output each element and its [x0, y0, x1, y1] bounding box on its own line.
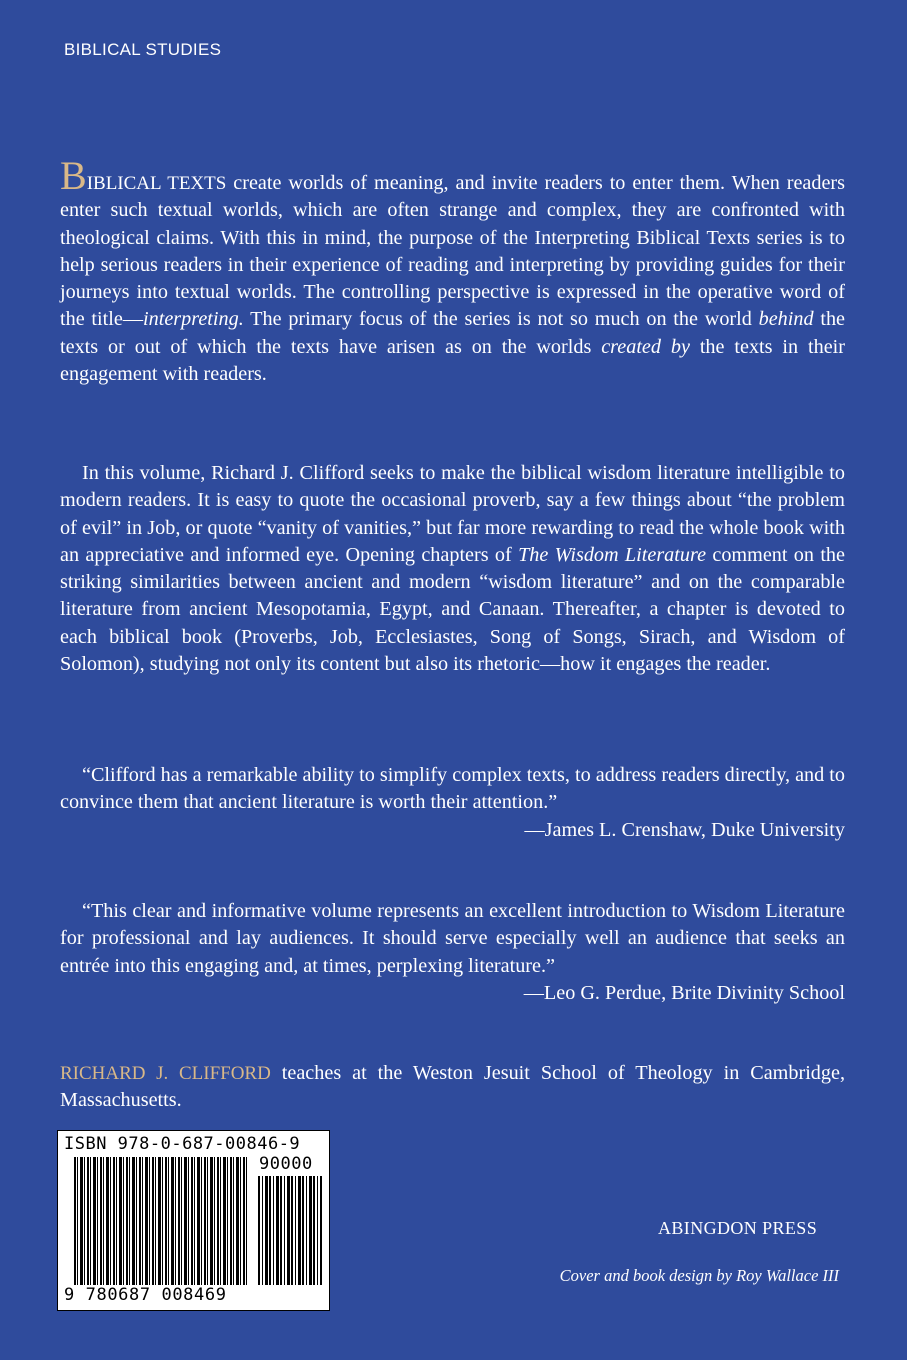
intro-em-1: interpreting. [143, 308, 244, 331]
quote-attribution: —James L. Crenshaw, Duke University [524, 818, 845, 841]
dropcap: B [60, 153, 87, 198]
ean-digits: 9 780687 008469 [64, 1285, 227, 1305]
endorsement-2 [60, 898, 845, 1007]
desc-text-1: In this volume, Richard J. Clifford seeks to make the biblical wisdom literature intelligible to modern readers. It is easy to quote the occasional proverb, say a few things about “the problem of evil” in Job, or quote “vanity of vanities,” but far more rewarding to read the whole book with an appreciative and informed eye. Opening chapters of [60, 462, 845, 566]
barcode-bars-icon [74, 1157, 248, 1285]
series-intro [60, 153, 845, 388]
book-description [60, 460, 845, 678]
author-bio [60, 1060, 845, 1115]
author-name: RICHARD J. CLIFFORD [60, 1063, 271, 1084]
author-bio-text: teaches at the Weston Jesuit School of Theology in Cambridge, Massachusetts. [60, 1062, 845, 1112]
intro-lead: IBLICAL TEXTS [86, 173, 227, 194]
intro-em-2: behind [758, 308, 814, 331]
desc-text-2: comment on the striking similarities between ancient and modern “wisdom literature” and on the comparable literature from ancient Mesopotamia, Egypt, and Canaan. Thereafter, a chapter is devoted to each biblical book (Proverbs, Job, Ecclesiastes, Song of Songs, Sirach, and Wisdom of Solomon), studying not only its content but also its rhetoric—how it engages the reader. [60, 543, 845, 676]
quote-text: “This clear and informative volume represents an excellent introduction to Wisdom Literature for professional and lay audiences. It should serve especially well an audience that seeks an entrée into this engaging and, at times, perplexing literature.” [60, 900, 845, 977]
intro-em-3: created by [601, 335, 690, 358]
design-credit: Cover and book design by Roy Wallace III [559, 1266, 839, 1285]
quote-text: “Clifford has a remarkable ability to simplify complex texts, to address readers directly, and to convince them that ancient literature is worth their attention.” [60, 764, 845, 814]
intro-text-1: create worlds of meaning, and invite readers to enter them. When readers enter such textual worlds, which are often strange and complex, they are confronted with theological claims. With this in mind, the purpose of the Interpreting Biblical Texts series is to help serious readers in their experience of reading and interpreting by providing guides for their journeys into textual worlds. The controlling perspective is expressed in the operative word of the title— [60, 172, 845, 331]
category-label: BIBLICAL STUDIES [64, 40, 222, 59]
isbn-number: ISBN 978-0-687-00846-9 [64, 1134, 301, 1154]
isbn-barcode [57, 1130, 330, 1311]
intro-text-4: the texts in their engagement with readers. [60, 335, 845, 386]
price-code: 90000 [259, 1154, 313, 1174]
publisher-name: ABINGDON PRESS [658, 1218, 818, 1238]
intro-text-2: The primary focus of the series is not so much on the world [243, 308, 759, 331]
endorsement-1 [60, 762, 845, 844]
barcode-addon-bars-icon [258, 1176, 322, 1285]
intro-text-3: the texts or out of which the texts have arisen as on the worlds [60, 308, 845, 358]
book-title: The Wisdom Literature [518, 543, 707, 566]
quote-attribution: —Leo G. Perdue, Brite Divinity School [523, 981, 845, 1004]
